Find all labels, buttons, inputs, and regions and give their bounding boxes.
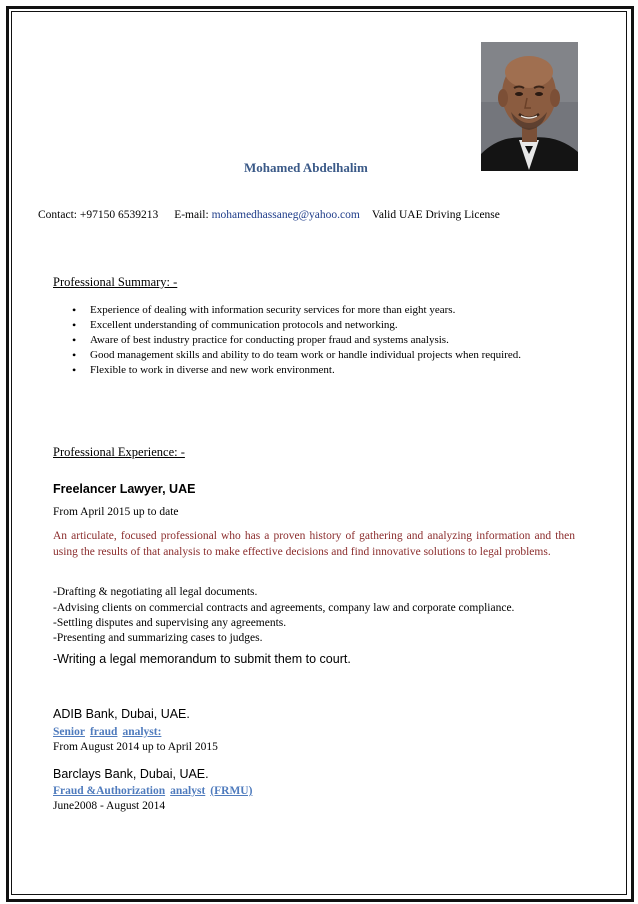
job3-role-word: analyst (170, 785, 206, 797)
job1-duty: -Settling disputes and supervising any agreements. (53, 617, 287, 629)
summary-list (52, 303, 542, 378)
job2-role-word: analyst: (122, 726, 162, 738)
job2-dates: From August 2014 up to April 2015 (53, 741, 218, 753)
contact-line (38, 209, 500, 221)
job1-dates: From April 2015 up to date (53, 506, 179, 518)
job3-employer: Barclays Bank, Dubai, UAE. (53, 767, 209, 781)
summary-item: • Flexible to work in diverse and new work environment. (52, 363, 542, 378)
job1-duty: -Presenting and summarizing cases to judges. (53, 632, 263, 644)
summary-item: • Good management skills and ability to do team work or handle individual projects when required. (52, 348, 542, 363)
job1-title: Freelancer Lawyer, UAE (53, 482, 196, 496)
profile-photo (481, 42, 578, 171)
job3-role-word: (FRMU) (210, 785, 253, 797)
driving-license: Valid UAE Driving License (371, 209, 500, 221)
summary-item: • Aware of best industry practice for conducting proper fraud and systems analysis. (52, 333, 542, 348)
summary-heading: Professional Summary: - (53, 275, 178, 289)
summary-item: • Excellent understanding of communication protocols and networking. (52, 318, 542, 333)
job2-role-word: Senior (53, 726, 85, 738)
job3-dates: June2008 - August 2014 (53, 800, 166, 812)
job1-description: An articulate, focused professional who has a proven history of gathering and analyzing information and then using the results of that analysis to make effective decisions and find innovative solutions to legal problems. (53, 530, 575, 558)
job2-role-word: fraud (89, 726, 118, 738)
job2-role (53, 726, 166, 738)
email-label: E-mail: (174, 209, 209, 221)
job1-duty: -Advising clients on commercial contracts and agreements, company law and corporate compliance. (53, 602, 515, 614)
job3-role-word: Fraud &Authorization (53, 785, 166, 797)
job1-duty: -Drafting & negotiating all legal documents. (53, 586, 258, 598)
candidate-name: Mohamed Abdelhalim (244, 160, 368, 175)
email-link[interactable]: mohamedhassaneg@yahoo.com (208, 209, 360, 221)
job3-role (53, 785, 257, 797)
summary-item: • Experience of dealing with information security services for more than eight years. (52, 303, 542, 318)
job1-duty: -Writing a legal memorandum to submit them to court. (53, 652, 351, 666)
profile-photo-image (481, 42, 578, 171)
experience-heading: Professional Experience: - (53, 445, 185, 459)
job2-employer: ADIB Bank, Dubai, UAE. (53, 707, 190, 721)
contact-phone: Contact: +97150 6539213 (38, 209, 159, 221)
